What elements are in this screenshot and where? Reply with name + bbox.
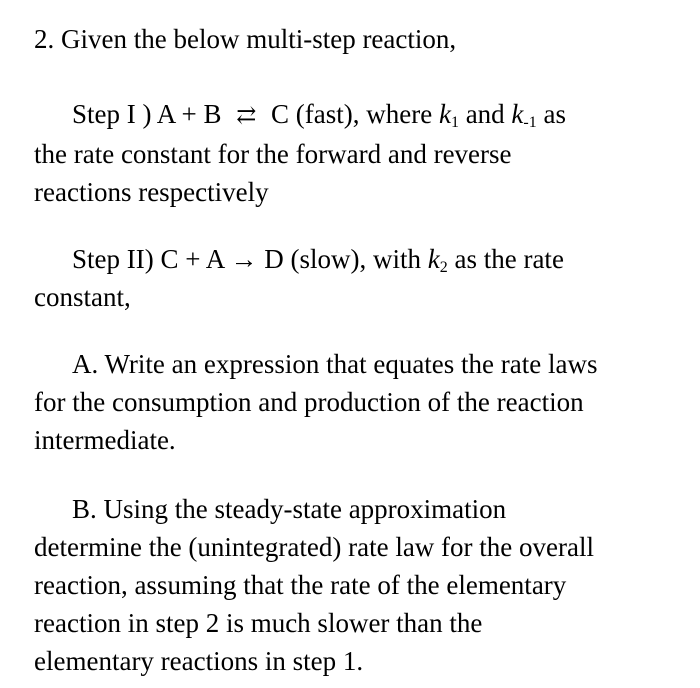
- step-two: [34, 240, 674, 316]
- question-heading: [34, 20, 674, 58]
- k-forward-symbol: k: [438, 99, 451, 129]
- question-title: 2. Given the below multi-step reaction,: [34, 24, 457, 54]
- k-forward-subscript: 1: [450, 114, 459, 131]
- step-two-rate-note: (slow), with: [290, 244, 421, 274]
- part-a-line-1: A. Write an expression that equates the rate laws: [72, 349, 598, 379]
- step-two-label: Step II): [72, 244, 154, 274]
- part-a: [34, 345, 674, 459]
- step-two-line-1: [34, 240, 674, 278]
- step-one-rate-note: (fast), where: [295, 99, 433, 129]
- step-one-label: Step I ): [72, 99, 152, 129]
- part-b-line-3: reaction, assuming that the rate of the elementary: [34, 570, 567, 600]
- step-one-line-1: [34, 95, 674, 135]
- k-reverse-symbol: k: [511, 99, 524, 129]
- step-one-line-3: reactions respectively: [34, 177, 269, 207]
- equilibrium-arrow-icon: ⇄: [236, 103, 257, 129]
- part-b-line-1: B. Using the steady-state approximation: [72, 494, 507, 524]
- step-one-tail: as: [543, 99, 566, 129]
- step-two-line-2: constant,: [34, 282, 131, 312]
- step-one-line-2: the rate constant for the forward and reverse: [34, 139, 512, 169]
- part-b-line-5: elementary reactions in step 1.: [34, 646, 364, 676]
- step-two-reaction: C + A → D: [160, 244, 284, 274]
- step-one-conjunction: and: [465, 99, 505, 129]
- step-two-tail: as the rate: [454, 244, 564, 274]
- step-one-reactants: A + B: [156, 99, 222, 129]
- part-a-line-3: intermediate.: [34, 425, 176, 455]
- k-two-subscript: 2: [439, 259, 448, 276]
- k-reverse-subscript: -1: [523, 114, 537, 131]
- part-a-line-2: for the consumption and production of the reaction: [34, 387, 584, 417]
- step-one-product: C: [271, 99, 290, 129]
- part-b-line-4: reaction in step 2 is much slower than the: [34, 608, 483, 638]
- k-two-symbol: k: [427, 244, 440, 274]
- part-b-line-2: determine the (unintegrated) rate law for the overall: [34, 532, 594, 562]
- part-b: [34, 490, 674, 680]
- step-one: [34, 95, 674, 211]
